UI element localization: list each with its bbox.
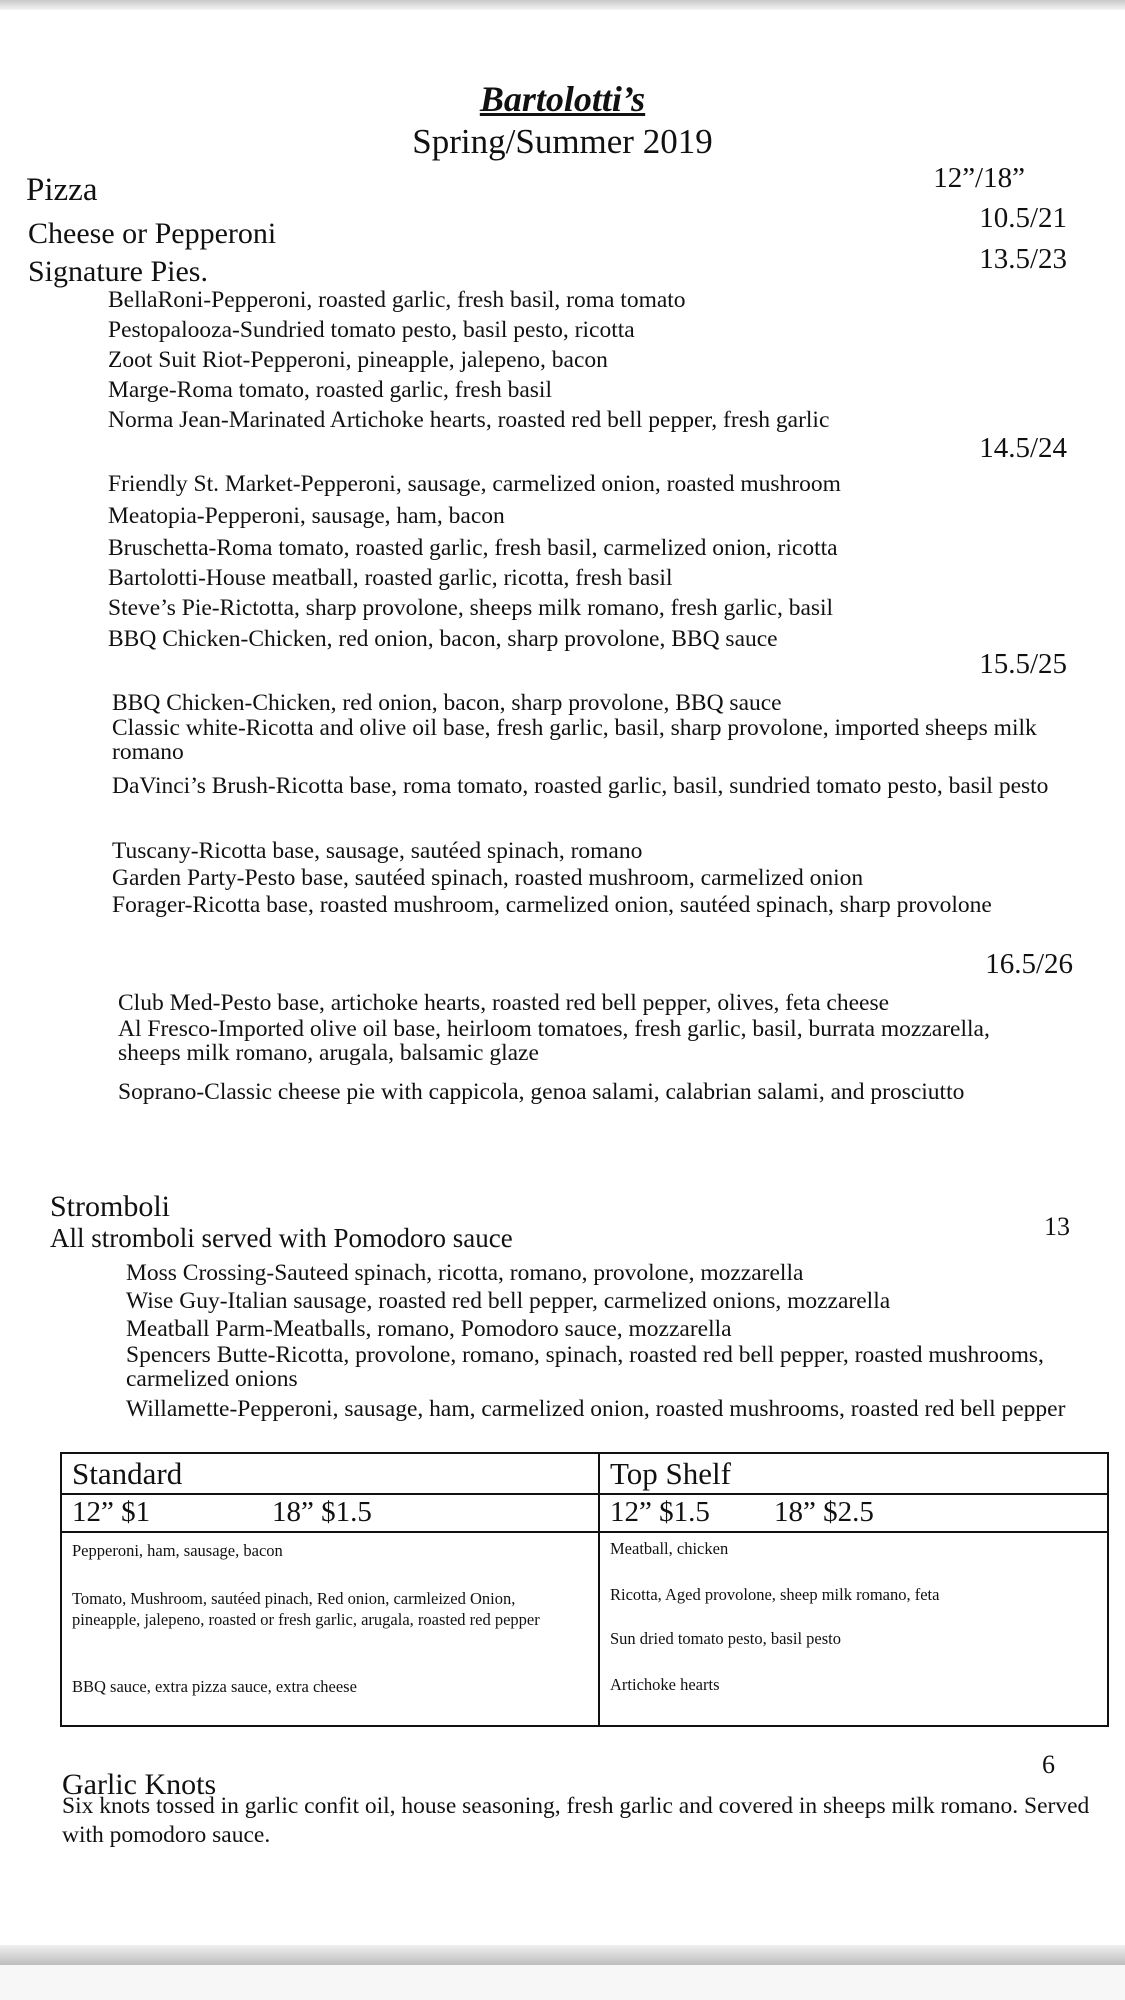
pizza-item: Marge-Roma tomato, roasted garlic, fresh basil: [108, 377, 552, 403]
pizza-item: BellaRoni-Pepperoni, roasted garlic, fresh basil, roma tomato: [108, 287, 686, 313]
tier2-price: 14.5/24: [979, 432, 1067, 464]
pizza-item: Friendly St. Market-Pepperoni, sausage, carmelized onion, roasted mushroom: [108, 471, 841, 497]
signature-pies-price: 13.5/23: [979, 243, 1067, 275]
pizza-item: Al Fresco-Imported olive oil base, heirloom tomatoes, fresh garlic, basil, burrata mozzarella, sheeps milk romano, arugala, balsamic glaze: [118, 1016, 990, 1066]
top-shelf-price-12: 12” $1.5: [610, 1496, 710, 1528]
pizza-item: Bruschetta-Roma tomato, roasted garlic, fresh basil, carmelized onion, ricotta: [108, 535, 838, 561]
cheese-pepperoni-price: 10.5/21: [979, 202, 1067, 234]
tier3-price: 15.5/25: [979, 648, 1067, 680]
pizza-item: Pestopalooza-Sundried tomato pesto, basil pesto, ricotta: [108, 317, 635, 343]
pizza-item: BBQ Chicken-Chicken, red onion, bacon, sharp provolone, BBQ sauce: [112, 690, 782, 716]
pizza-item: Soprano-Classic cheese pie with cappicola, genoa salami, calabrian salami, and prosciutto: [118, 1079, 965, 1105]
top-shelf-price-18: 18” $2.5: [774, 1496, 874, 1528]
pizza-item: Club Med-Pesto base, artichoke hearts, roasted red bell pepper, olives, feta cheese: [118, 990, 890, 1016]
pizza-item: Tuscany-Ricotta base, sausage, sautéed spinach, romano: [112, 838, 643, 864]
menu-season: Spring/Summer 2019: [412, 122, 713, 161]
restaurant-name: Bartolotti’s: [479, 79, 646, 119]
cheese-pepperoni-label: Cheese or Pepperoni: [28, 217, 277, 250]
stromboli-price: 13: [1044, 1212, 1070, 1241]
pizza-item: DaVinci’s Brush-Ricotta base, roma tomato, roasted garlic, basil, sundried tomato pesto, basil pesto: [112, 773, 1049, 799]
garlic-knots-heading: Garlic Knots: [62, 1768, 217, 1801]
pizza-size-header: 12”/18”: [933, 162, 1025, 194]
pizza-item: Meatopia-Pepperoni, sausage, ham, bacon: [108, 503, 505, 529]
garlic-knots-price: 6: [1042, 1750, 1055, 1779]
signature-pies-label: Signature Pies.: [28, 255, 208, 288]
pizza-item: Steve’s Pie-Rictotta, sharp provolone, sheeps milk romano, fresh garlic, basil: [108, 595, 834, 621]
standard-price-12: 12” $1: [72, 1496, 151, 1528]
stromboli-item: Meatball Parm-Meatballs, romano, Pomodoro sauce, mozzarella: [126, 1316, 732, 1342]
stromboli-item: Moss Crossing-Sauteed spinach, ricotta, romano, provolone, mozzarella: [126, 1260, 804, 1286]
tier4-price: 16.5/26: [985, 948, 1073, 980]
top-shelf-group: Meatball, chicken: [610, 1539, 729, 1558]
garlic-knots-description: Six knots tossed in garlic confit oil, house seasoning, fresh garlic and covered in sheeps milk romano. Served with pomodoro sauce.: [62, 1793, 1090, 1848]
stromboli-heading: Stromboli: [50, 1190, 171, 1223]
table-divider-horizontal: [62, 1531, 1107, 1533]
top-shelf-group: Artichoke hearts: [610, 1675, 720, 1694]
pizza-heading: Pizza: [26, 172, 98, 208]
top-shelf-group: Sun dried tomato pesto, basil pesto: [610, 1629, 841, 1648]
stromboli-subheading: All stromboli served with Pomodoro sauce: [50, 1223, 513, 1253]
standard-group: BBQ sauce, extra pizza sauce, extra cheese: [72, 1677, 357, 1696]
top-shelf-group: Ricotta, Aged provolone, sheep milk romano, feta: [610, 1585, 940, 1604]
pizza-item: Classic white-Ricotta and olive oil base, fresh garlic, basil, sharp provolone, imported sheeps milk romano: [112, 715, 1037, 765]
table-divider-horizontal: [62, 1493, 1107, 1495]
stromboli-item: Willamette-Pepperoni, sausage, ham, carmelized onion, roasted mushrooms, roasted red bell pepper: [126, 1396, 1066, 1422]
pizza-item: BBQ Chicken-Chicken, red onion, bacon, sharp provolone, BBQ sauce: [108, 626, 778, 652]
standard-title: Standard: [72, 1456, 183, 1491]
stromboli-item: Wise Guy-Italian sausage, roasted red bell pepper, carmelized onions, mozzarella: [126, 1288, 891, 1314]
scan-edge-bottom: [0, 1945, 1125, 2000]
standard-group: Tomato, Mushroom, sautéed pinach, Red onion, carmleized Onion, pineapple, jalepeno, roasted or fresh garlic, arugala, roasted red pepper: [72, 1589, 540, 1629]
pizza-item: Forager-Ricotta base, roasted mushroom, carmelized onion, sautéed spinach, sharp provolone: [112, 892, 992, 918]
top-shelf-title: Top Shelf: [610, 1456, 731, 1491]
stromboli-item: Spencers Butte-Ricotta, provolone, romano, spinach, roasted red bell pepper, roasted mushrooms, carmelized onions: [126, 1342, 1044, 1392]
pizza-item: Bartolotti-House meatball, roasted garlic, ricotta, fresh basil: [108, 565, 673, 591]
pizza-item: Zoot Suit Riot-Pepperoni, pineapple, jalepeno, bacon: [108, 347, 608, 373]
standard-group: Pepperoni, ham, sausage, bacon: [72, 1541, 283, 1560]
pizza-item: Norma Jean-Marinated Artichoke hearts, roasted red bell pepper, fresh garlic: [108, 407, 830, 433]
standard-price-18: 18” $1.5: [272, 1496, 372, 1528]
pizza-item: Garden Party-Pesto base, sautéed spinach, roasted mushroom, carmelized onion: [112, 865, 864, 891]
toppings-table: [60, 1452, 1109, 1727]
scan-edge-top: [0, 0, 1125, 10]
